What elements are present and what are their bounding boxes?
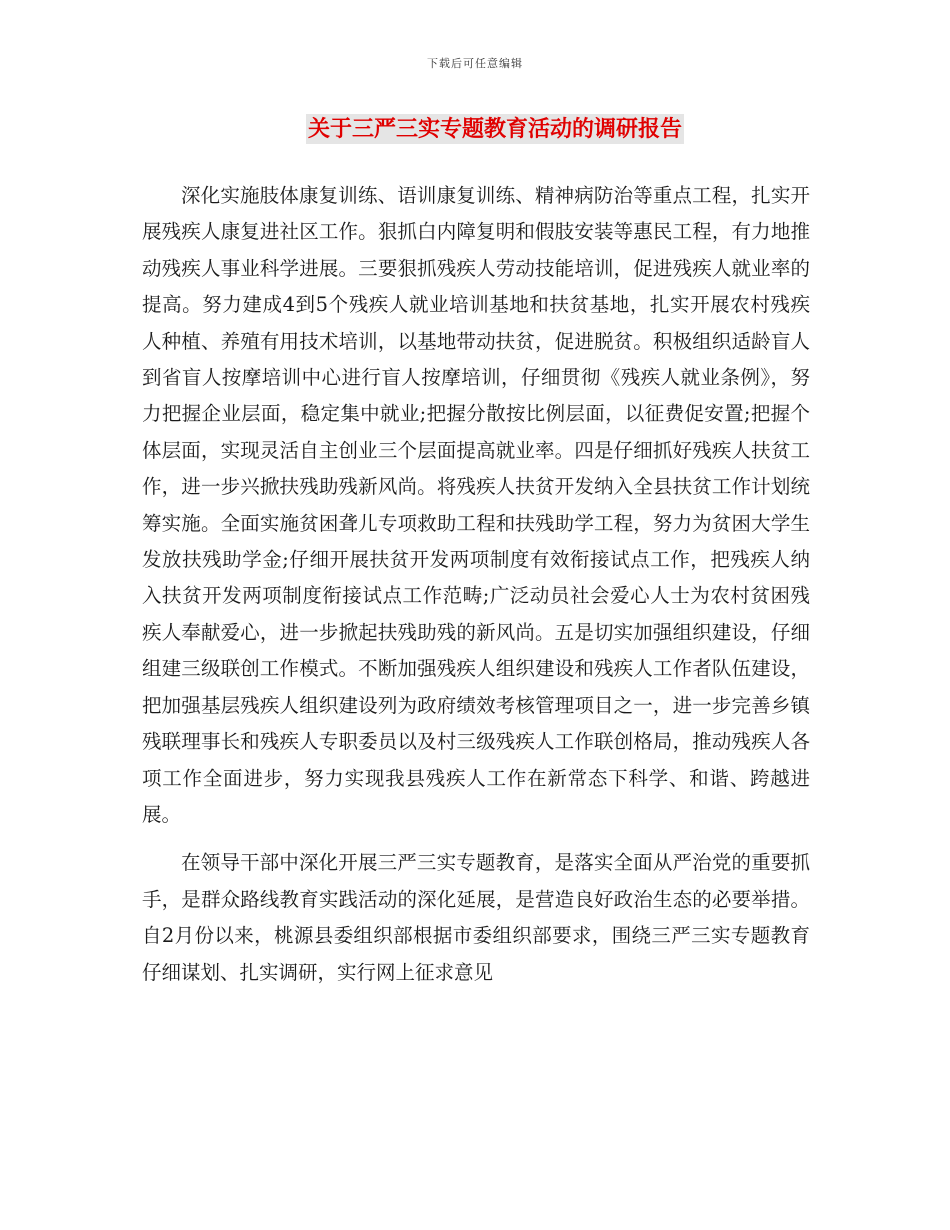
title-container bbox=[0, 114, 950, 144]
paragraph-2: 在领导干部中深化开展三严三实专题教育，是落实全面从严治党的重要抓手，是群众路线教育实践活动的深化延展，是营造良好政治生态的必要举措。自2月份以来，桃源县委组织部根据市委组织部要求，围绕三严三实专题教育仔细谋划、扎实调研，实行网上征求意见 bbox=[142, 851, 810, 984]
header-note: 下载后可任意编辑 bbox=[427, 57, 523, 70]
paragraph-1: 深化实施肢体康复训练、语训康复训练、精神病防治等重点工程，扎实开展残疾人康复进社区工作。狠抓白内障复明和假肢安装等惠民工程，有力地推动残疾人事业科学进展。三要狠抓残疾人劳动技能培训，促进残疾人就业率的提高。努力建成4到5个残疾人就业培训基地和扶贫基地，扎实开展农村残疾人种植、养殖有用技术培训，以基地带动扶贫，促进脱贫。积极组织适龄盲人到省盲人按摩培训中心进行盲人按摩培训，仔细贯彻《残疾人就业条例》，努力把握企业层面，稳定集中就业;把握分散按比例层面，以征费促安置;把握个体层面，实现灵活自主创业三个层面提高就业率。四是仔细抓好残疾人扶贫工作，进一步兴掀扶残助残新风尚。将残疾人扶贫开发纳入全县扶贫工作计划统筹实施。全面实施贫困聋儿专项救助工程和扶残助学工程，努力为贫困大学生发放扶残助学金;仔细开展扶贫开发两项制度有效衔接试点工作，把残疾人纳入扶贫开发两项制度衔接试点工作范畴;广泛动员社会爱心人士为农村贫困残疾人奉献爱心，进一步掀起扶残助残的新风尚。五是切实加强组织建设，仔细组建三级联创工作模式。不断加强残疾人组织建设和残疾人工作者队伍建设，把加强基层残疾人组织建设列为政府绩效考核管理项目之一，进一步完善乡镇残联理事长和残疾人专职委员以及村三级残疾人工作联创格局，推动残疾人各项工作全面进步，努力实现我县残疾人工作在新常态下科学、和谐、跨越进展。 bbox=[142, 184, 810, 826]
document-title: 关于三严三实专题教育活动的调研报告 bbox=[307, 116, 682, 142]
document-body bbox=[142, 178, 810, 991]
